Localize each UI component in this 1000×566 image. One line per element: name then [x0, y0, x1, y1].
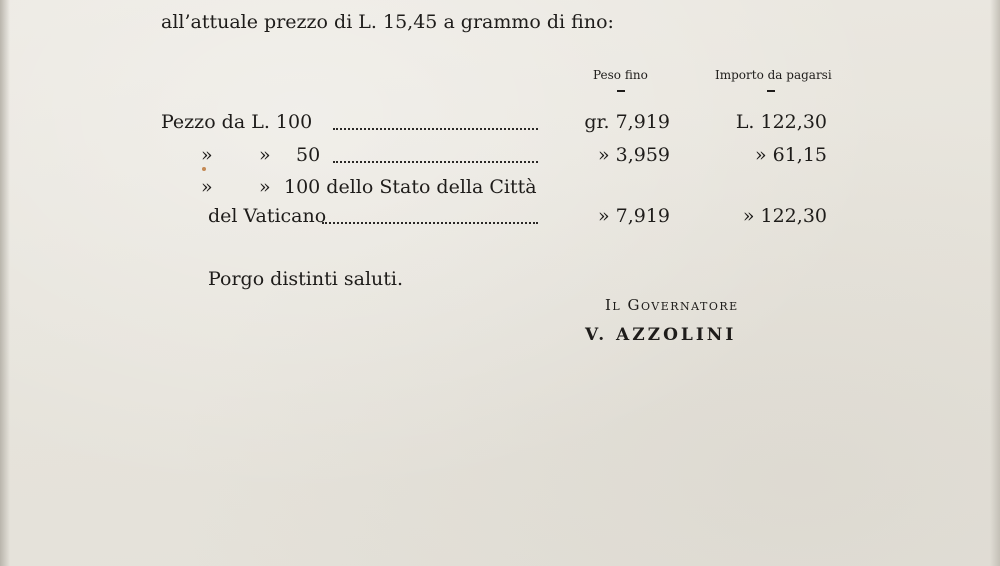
row-1-importo: L. 122,30 — [735, 111, 827, 133]
signature-title: Il Governatore — [605, 296, 739, 314]
page-edge-right — [990, 0, 1000, 566]
row-2-importo: » 61,15 — [754, 144, 827, 166]
row-1-label: Pezzo da L. 100 — [161, 111, 313, 133]
row-3-dot-leader — [322, 222, 538, 224]
paper-stain — [202, 167, 206, 171]
row-1-peso: gr. 7,919 — [584, 111, 670, 133]
page-edge-left — [0, 0, 10, 566]
row-3-ditto-mark: » — [201, 176, 213, 198]
row-3-importo: » 122,30 — [742, 205, 827, 227]
row-3-label: 100 dello Stato della Città — [284, 176, 537, 198]
signature-name: V. AZZOLINI — [585, 325, 737, 345]
row-2-label: 50 — [296, 144, 321, 166]
column-header-importo-underline — [767, 90, 775, 92]
column-header-peso-underline — [617, 90, 625, 92]
row-3-peso: » 7,919 — [597, 205, 670, 227]
row-2-ditto-mark: » — [259, 144, 271, 166]
row-3-label-continuation: del Vaticano — [208, 205, 327, 227]
row-2-ditto-mark: » — [201, 144, 213, 166]
row-2-dot-leader — [333, 161, 538, 163]
closing-salutation: Porgo distinti saluti. — [208, 268, 404, 290]
intro-line: all’attuale prezzo di L. 15,45 a grammo di fino: — [161, 11, 614, 33]
column-header-peso-fino: Peso fino — [593, 68, 648, 82]
row-2-peso: » 3,959 — [597, 144, 670, 166]
column-header-importo: Importo da pagarsi — [715, 68, 832, 82]
row-1-dot-leader — [333, 128, 538, 130]
row-3-ditto-mark: » — [259, 176, 271, 198]
